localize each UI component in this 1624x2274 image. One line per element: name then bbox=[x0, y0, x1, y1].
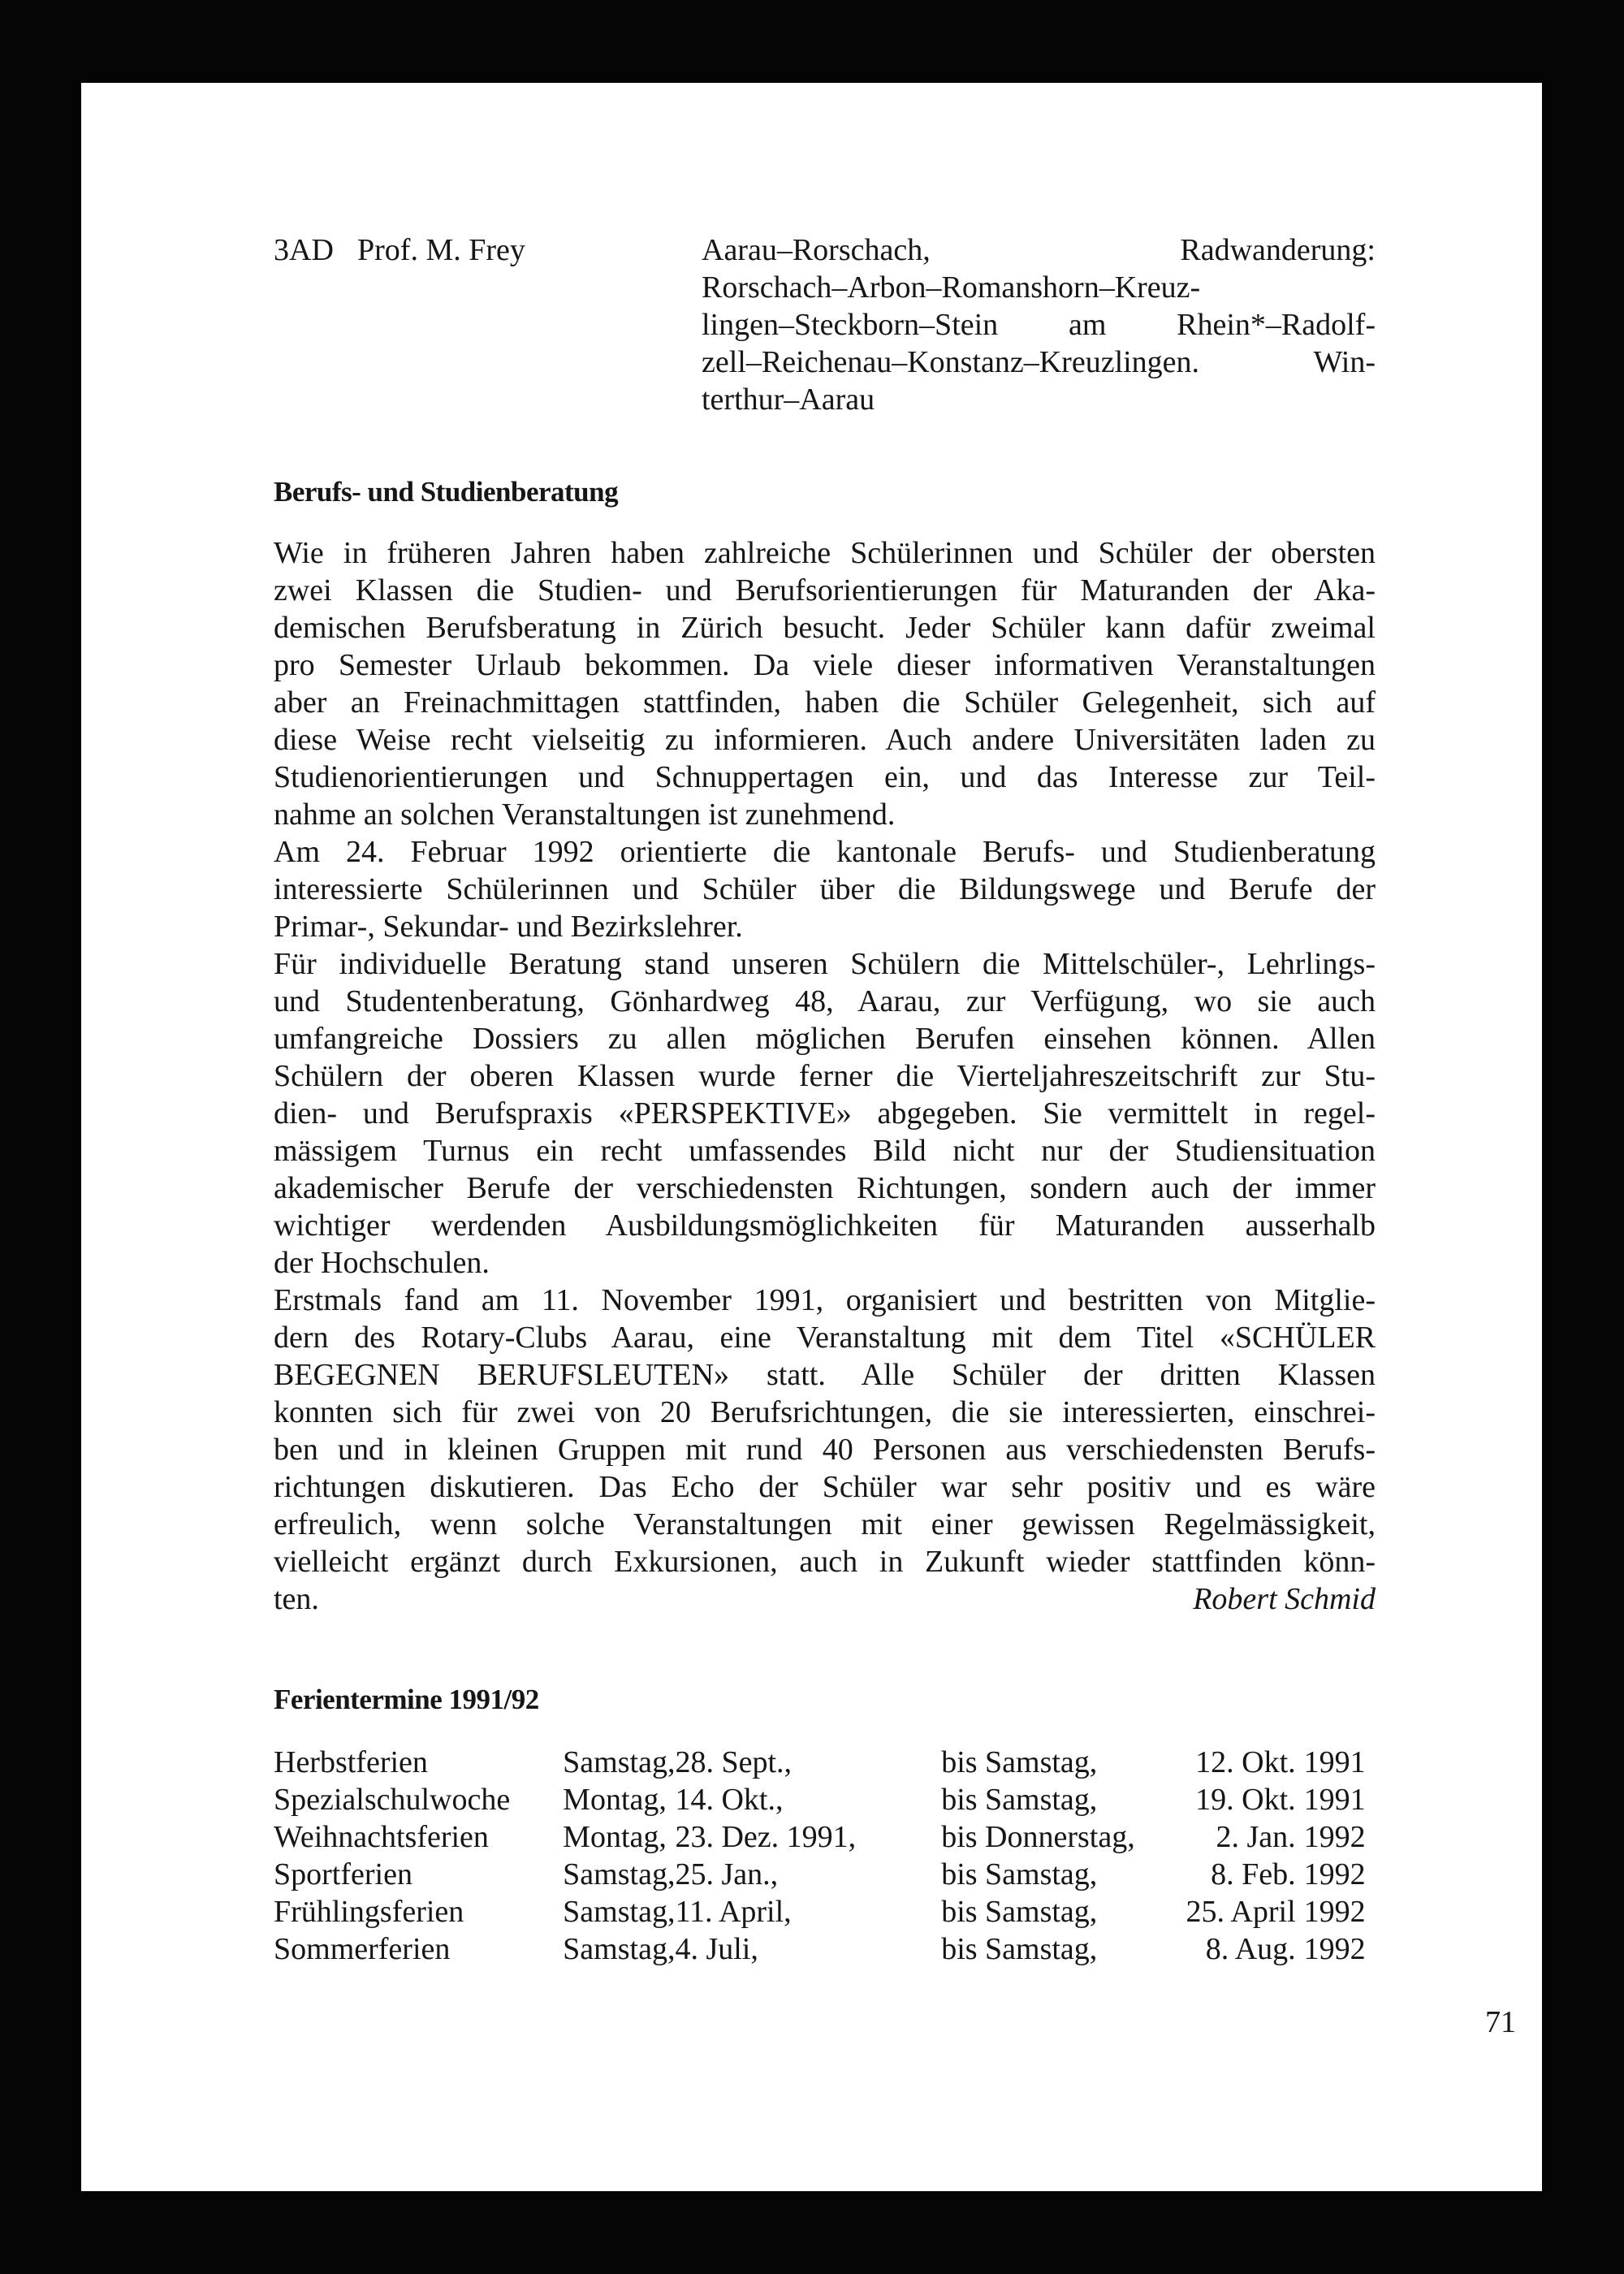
holiday-name: Frühlingsferien bbox=[274, 1895, 464, 1929]
body-line: diese Weise recht vielseitig zu informieren. Auch andere Universitäten laden zu bbox=[274, 723, 1376, 757]
body-line: Für individuelle Beratung stand unseren Schülern die Mittelschüler-, Lehrlings- bbox=[274, 947, 1376, 981]
start-date: 11. April, bbox=[675, 1895, 792, 1929]
body-line: akademischer Berufe der verschiedensten Richtungen, sondern auch der immer bbox=[274, 1171, 1376, 1205]
holiday-name: Herbstferien bbox=[274, 1745, 428, 1779]
end-day: bis Samstag, bbox=[941, 1895, 1098, 1929]
end-date: 12. Okt. bbox=[1195, 1745, 1296, 1779]
body-line: vielleicht ergänzt durch Exkursionen, auch in Zukunft wieder stattfinden könn- bbox=[274, 1545, 1376, 1579]
body-line: dien- und Berufspraxis «PERSPEKTIVE» abgegeben. Sie vermittelt in regel- bbox=[274, 1096, 1376, 1131]
year: 1992 bbox=[1303, 1895, 1366, 1929]
body-line: wichtiger werdenden Ausbildungsmöglichkeiten für Maturanden ausserhalb bbox=[274, 1208, 1376, 1243]
body-line: dern des Rotary-Clubs Aarau, eine Veranstaltung mit dem Titel «SCHÜLER bbox=[274, 1321, 1376, 1355]
body-line: erfreulich, wenn solche Veranstaltungen mit einer gewissen Regelmässigkeit, bbox=[274, 1507, 1376, 1541]
body-line: konnten sich für zwei von 20 Berufsrichtungen, die sie interessierten, einschrei- bbox=[274, 1395, 1376, 1429]
body-line: nahme an solchen Veranstaltungen ist zunehmend. bbox=[274, 798, 896, 832]
holiday-schedule-table bbox=[274, 1744, 1376, 1968]
author-signature: Robert Schmid bbox=[1193, 1582, 1376, 1616]
start-date: 25. Jan., bbox=[675, 1857, 779, 1891]
body-line: der Hochschulen. bbox=[274, 1246, 490, 1280]
year: 1992 bbox=[1303, 1932, 1366, 1966]
start-date: 4. Juli, bbox=[675, 1932, 758, 1966]
closing-line bbox=[274, 1580, 1376, 1618]
body-line: pro Semester Urlaub bekommen. Da viele dieser informativen Veranstaltungen bbox=[274, 648, 1376, 682]
body-line: interessierte Schülerinnen und Schüler über die Bildungswege und Berufe der bbox=[274, 872, 1376, 906]
route-line: Rorschach–Arbon–Romanshorn–Kreuz- bbox=[702, 270, 1201, 305]
start-date: 14. Okt., bbox=[675, 1783, 784, 1817]
body-line: ten. bbox=[274, 1582, 319, 1616]
berufsberatung-body bbox=[274, 534, 1376, 1618]
body-line: demischen Berufsberatung in Zürich besucht. Jeder Schüler kann dafür zweimal bbox=[274, 611, 1376, 645]
table-row bbox=[274, 1856, 1376, 1893]
section-heading-ferientermine: Ferientermine 1991/92 bbox=[274, 1684, 539, 1715]
start-day: Montag, bbox=[563, 1783, 667, 1817]
body-line: umfangreiche Dossiers zu allen möglichen Berufen einsehen können. Allen bbox=[274, 1022, 1376, 1056]
holiday-name: Sportferien bbox=[274, 1857, 412, 1891]
end-day: bis Samstag, bbox=[941, 1745, 1098, 1779]
route-line: lingen–Steckborn–Stein am Rhein*–Radolf- bbox=[702, 308, 1376, 342]
year: 1992 bbox=[1303, 1820, 1366, 1854]
table-row bbox=[274, 1818, 1376, 1856]
teacher-name: Prof. M. Frey bbox=[357, 233, 525, 267]
start-day: Samstag, bbox=[563, 1857, 676, 1891]
class-label: 3AD bbox=[274, 233, 334, 267]
start-date: 23. Dez. 1991, bbox=[675, 1820, 857, 1854]
section-heading-berufsberatung: Berufs- und Studienberatung bbox=[274, 476, 619, 508]
body-line: Schülern der oberen Klassen wurde ferner die Vierteljahreszeitschrift zur Stu- bbox=[274, 1059, 1376, 1093]
table-row bbox=[274, 1930, 1376, 1968]
document-page bbox=[81, 83, 1542, 2191]
start-day: Samstag, bbox=[563, 1932, 676, 1966]
end-date: 25. April bbox=[1186, 1895, 1296, 1929]
start-day: Montag, bbox=[563, 1820, 667, 1854]
table-row bbox=[274, 1781, 1376, 1818]
holiday-name: Sommerferien bbox=[274, 1932, 451, 1966]
body-line: Wie in früheren Jahren haben zahlreiche Schülerinnen und Schüler der obersten bbox=[274, 536, 1376, 570]
year: 1991 bbox=[1303, 1783, 1366, 1817]
holiday-name: Weihnachtsferien bbox=[274, 1820, 489, 1854]
end-day: bis Samstag, bbox=[941, 1932, 1098, 1966]
holiday-name: Spezialschulwoche bbox=[274, 1783, 511, 1817]
start-date: 28. Sept., bbox=[675, 1745, 793, 1779]
body-line: aber an Freinachmittagen stattfinden, haben die Schüler Gelegenheit, sich auf bbox=[274, 685, 1376, 720]
end-date: 2. Jan. bbox=[1216, 1820, 1296, 1854]
end-day: bis Samstag, bbox=[941, 1857, 1098, 1891]
page-number: 71 bbox=[1485, 2005, 1516, 2039]
route-line: zell–Reichenau–Konstanz–Kreuzlingen. Win- bbox=[702, 345, 1376, 379]
route-line: Aarau–Rorschach, Radwanderung: bbox=[702, 233, 1376, 267]
year: 1991 bbox=[1303, 1745, 1366, 1779]
table-row bbox=[274, 1744, 1376, 1781]
year: 1992 bbox=[1303, 1857, 1366, 1891]
start-day: Samstag, bbox=[563, 1745, 676, 1779]
body-line: richtungen diskutieren. Das Echo der Schüler war sehr positiv und es wäre bbox=[274, 1470, 1376, 1504]
end-date: 19. Okt. bbox=[1195, 1783, 1296, 1817]
table-row bbox=[274, 1893, 1376, 1930]
end-day: bis Donnerstag, bbox=[941, 1820, 1135, 1854]
end-date: 8. Feb. bbox=[1211, 1857, 1296, 1891]
body-line: Am 24. Februar 1992 orientierte die kantonale Berufs- und Studienberatung bbox=[274, 835, 1376, 869]
excursion-route bbox=[702, 231, 1376, 418]
body-line: Primar-, Sekundar- und Bezirkslehrer. bbox=[274, 910, 743, 944]
start-day: Samstag, bbox=[563, 1895, 676, 1929]
body-line: ben und in kleinen Gruppen mit rund 40 Personen aus verschiedensten Berufs- bbox=[274, 1433, 1376, 1467]
body-line: BEGEGNEN BERUFSLEUTEN» statt. Alle Schüler der dritten Klassen bbox=[274, 1358, 1376, 1392]
end-date: 8. Aug. bbox=[1205, 1932, 1296, 1966]
body-line: mässigem Turnus ein recht umfassendes Bild nicht nur der Studiensituation bbox=[274, 1134, 1376, 1168]
route-line: terthur–Aarau bbox=[702, 383, 875, 417]
end-day: bis Samstag, bbox=[941, 1783, 1098, 1817]
body-line: Erstmals fand am 11. November 1991, organisiert und bestritten von Mitglie- bbox=[274, 1283, 1376, 1317]
body-line: und Studentenberatung, Gönhardweg 48, Aarau, zur Verfügung, wo sie auch bbox=[274, 984, 1376, 1018]
body-line: Studienorientierungen und Schnuppertagen ein, und das Interesse zur Teil- bbox=[274, 760, 1376, 794]
body-line: zwei Klassen die Studien- und Berufsorientierungen für Maturanden der Aka- bbox=[274, 573, 1376, 607]
